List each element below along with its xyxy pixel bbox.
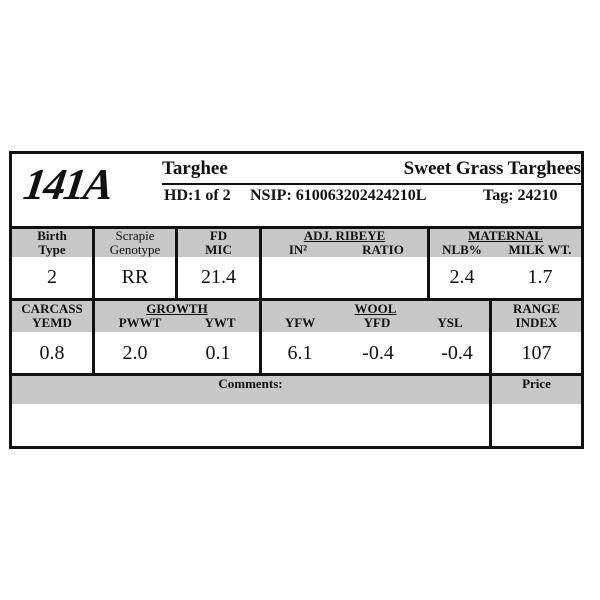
breed: Targhee bbox=[162, 158, 228, 179]
tag-id: Tag: 24210 bbox=[483, 187, 558, 204]
scrapie-genotype-value: RR bbox=[121, 266, 149, 288]
ywt-value: 0.1 bbox=[205, 342, 231, 364]
milk-wt-label: MILK WT. bbox=[508, 242, 572, 257]
fd-mic-label: FD MIC bbox=[205, 228, 232, 257]
milk-wt-value: 1.7 bbox=[527, 266, 553, 288]
scrapie-genotype-label: Scrapie Genotype bbox=[109, 228, 161, 257]
yfd-value: -0.4 bbox=[362, 342, 394, 364]
yemd-label: YEMD bbox=[32, 315, 72, 330]
fd-mic-value: 21.4 bbox=[201, 266, 236, 288]
nlb-value: 2.4 bbox=[449, 266, 475, 288]
birth-type-value: 2 bbox=[47, 266, 57, 288]
range-label: RANGE bbox=[513, 301, 560, 316]
adj-ribeye-label: ADJ. RIBEYE bbox=[303, 228, 386, 243]
pwwt-label: PWWT bbox=[118, 315, 162, 330]
nsip-id: NSIP: 610063202424210L bbox=[250, 187, 427, 204]
index-label: INDEX bbox=[515, 315, 558, 330]
carcass-label: CARCASS bbox=[21, 301, 83, 316]
yfw-label: YFW bbox=[284, 315, 316, 330]
price-label: Price bbox=[522, 376, 551, 391]
ysl-value: -0.4 bbox=[441, 342, 473, 364]
range-index-value: 107 bbox=[521, 342, 552, 364]
maternal-label: MATERNAL bbox=[468, 228, 543, 243]
wool-label: WOOL bbox=[354, 301, 397, 316]
header-rule bbox=[162, 183, 582, 185]
in2-label: IN² bbox=[288, 242, 308, 257]
farm-name: Sweet Grass Targhees bbox=[403, 158, 581, 179]
pwwt-value: 2.0 bbox=[122, 342, 148, 364]
nlb-label: NLB% bbox=[442, 242, 482, 257]
ratio-label: RATIO bbox=[362, 242, 404, 257]
yfw-value: 6.1 bbox=[287, 342, 313, 364]
yfd-label: YFD bbox=[363, 315, 391, 330]
ywt-label: YWT bbox=[204, 315, 236, 330]
yemd-value: 0.8 bbox=[39, 342, 65, 364]
comments-label: Comments: bbox=[218, 376, 283, 391]
hd-count: HD:1 of 2 bbox=[164, 187, 231, 204]
tag-number: 141A bbox=[20, 160, 115, 209]
growth-label: GROWTH bbox=[146, 301, 208, 316]
birth-type-label: Birth Type bbox=[37, 228, 67, 257]
ysl-label: YSL bbox=[437, 315, 463, 330]
